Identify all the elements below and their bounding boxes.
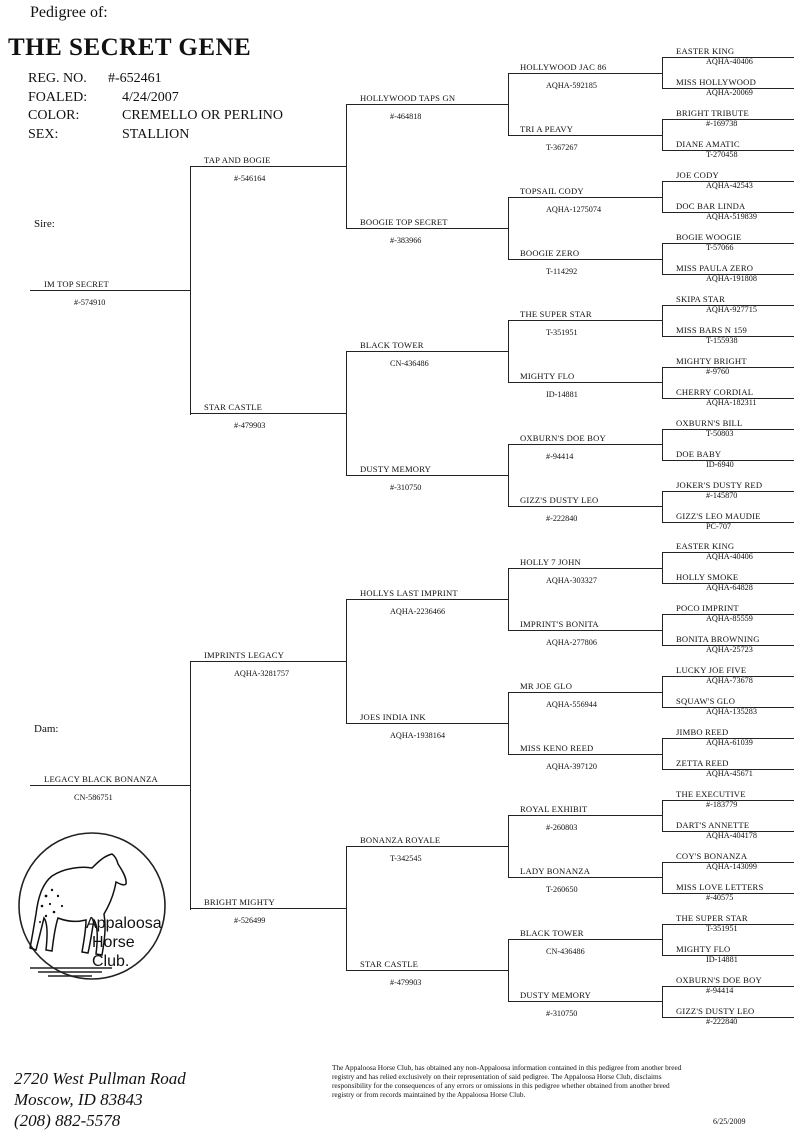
connector-line: [662, 924, 663, 956]
ancestor-name: ZETTA REED: [676, 758, 729, 768]
ancestor-reg: AQHA-73678: [706, 676, 753, 685]
ancestor-line: [508, 135, 662, 136]
ancestor-name: THE EXECUTIVE: [676, 789, 746, 799]
ancestor-name: MISS HOLLYWOOD: [676, 77, 756, 87]
ancestor-name: HOLLYWOOD TAPS GN: [360, 93, 456, 103]
ancestor-name: STAR CASTLE: [204, 402, 263, 412]
logo-text-horse: Horse: [92, 934, 135, 951]
ancestor-reg: #-546164: [234, 174, 266, 183]
connector-line: [662, 552, 663, 584]
ancestor-name: LEGACY BLACK BONANZA: [44, 774, 158, 784]
reg-value: #-652461: [108, 71, 162, 86]
ancestor-name: POCO IMPRINT: [676, 603, 739, 613]
ancestor-line: [346, 104, 508, 105]
print-date: 6/25/2009: [713, 1117, 746, 1126]
ancestor-line: [30, 785, 190, 786]
ancestor-reg: AQHA-45671: [706, 769, 753, 778]
ancestor-name: STAR CASTLE: [360, 959, 419, 969]
ancestor-name: MIGHTY BRIGHT: [676, 356, 747, 366]
ancestor-line: [508, 259, 662, 260]
ancestor-reg: #-310750: [390, 483, 422, 492]
ancestor-name: JOE CODY: [676, 170, 719, 180]
ancestor-name: MISS LOVE LETTERS: [676, 882, 764, 892]
ancestor-name: IMPRINTS LEGACY: [204, 650, 285, 660]
foaled-value: 4/24/2007: [122, 90, 179, 105]
ancestor-name: OXBURN'S BILL: [676, 418, 743, 428]
connector-line: [346, 351, 347, 476]
ancestor-reg: #-383966: [390, 236, 422, 245]
connector-line: [508, 692, 509, 755]
ancestor-line: [508, 877, 662, 878]
ancestor-line: [346, 599, 508, 600]
connector-line: [662, 243, 663, 275]
ancestor-name: BOGIE WOOGIE: [676, 232, 742, 242]
dam-label: Dam:: [34, 723, 59, 735]
logo-text-appaloosa: Appaloosa: [86, 915, 162, 932]
disclaimer-text: The Appaloosa Horse Club, has obtained any non-Appaloosa information contained in this pedigree from another breed registry and has relied exclusively on their representation of said pedigree. The Appaloosa Horse Club, disclaims responsibility for the consequences of any errors or omissions in this pedigree whether obtained from another breed registry or from records maintained by the Appaloosa Horse Club.: [332, 1063, 682, 1099]
sire-label: Sire:: [34, 218, 55, 230]
ancestor-line: [346, 970, 508, 971]
connector-line: [662, 429, 663, 461]
ancestor-line: [508, 320, 662, 321]
ancestor-reg: ID-6940: [706, 460, 734, 469]
ancestor-reg: PC-707: [706, 522, 732, 531]
ancestor-name: BLACK TOWER: [520, 928, 584, 938]
ancestor-name: EASTER KING: [676, 46, 735, 56]
ancestor-reg: AQHA-143099: [706, 862, 757, 871]
ancestor-name: GIZZ'S DUSTY LEO: [676, 1006, 755, 1016]
ancestor-name: LUCKY JOE FIVE: [676, 665, 747, 675]
ancestor-reg: AQHA-182311: [706, 398, 757, 407]
pedigree-of-label: Pedigree of:: [30, 4, 108, 21]
ancestor-reg: CN-436486: [546, 947, 585, 956]
connector-line: [662, 986, 663, 1018]
ancestor-name: DUSTY MEMORY: [520, 990, 592, 1000]
ancestor-reg: #-574910: [74, 298, 106, 307]
connector-line: [190, 166, 191, 415]
ancestor-name: BOOGIE TOP SECRET: [360, 217, 448, 227]
connector-line: [662, 491, 663, 523]
ancestor-line: [190, 661, 346, 662]
ancestor-reg: #-222840: [546, 514, 578, 523]
ancestor-name: MIGHTY FLO: [676, 944, 731, 954]
ancestor-name: IM TOP SECRET: [44, 279, 109, 289]
connector-line: [190, 661, 191, 910]
ancestor-reg: #-526499: [234, 916, 266, 925]
ancestor-name: MR JOE GLO: [520, 681, 573, 691]
ancestor-name: BOOGIE ZERO: [520, 248, 580, 258]
ancestor-name: MISS KENO REED: [520, 743, 594, 753]
connector-line: [508, 815, 509, 878]
connector-line: [662, 119, 663, 151]
ancestor-line: [346, 475, 508, 476]
ancestor-name: MIGHTY FLO: [520, 371, 575, 381]
connector-line: [508, 444, 509, 507]
ancestor-name: JIMBO REED: [676, 727, 729, 737]
ancestor-line: [508, 630, 662, 631]
ancestor-reg: AQHA-2236466: [390, 607, 446, 616]
ancestor-reg: ID-14881: [546, 390, 578, 399]
ancestor-name: MISS BARS N 159: [676, 325, 748, 335]
ancestor-reg: T-50803: [706, 429, 734, 438]
ancestor-name: HOLLYS LAST IMPRINT: [360, 588, 458, 598]
ancestor-reg: #-145870: [706, 491, 738, 500]
ancestor-reg: T-367267: [546, 143, 578, 152]
ancestor-reg: #-94414: [706, 986, 734, 995]
address-street: 2720 West Pullman Road: [14, 1069, 186, 1088]
address-phone: (208) 882-5578: [14, 1111, 121, 1130]
horse-name-title: THE SECRET GENE: [8, 34, 252, 61]
ancestor-reg: AQHA-519839: [706, 212, 757, 221]
connector-line: [662, 181, 663, 213]
ancestor-reg: #-94414: [546, 452, 574, 461]
ancestor-name: DIANE AMATIC: [676, 139, 740, 149]
color-value: CREMELLO OR PERLINO: [122, 108, 283, 123]
ancestor-name: LADY BONANZA: [520, 866, 591, 876]
ancestor-line: [30, 290, 190, 291]
ancestor-name: BONITA BROWNING: [676, 634, 760, 644]
ancestor-reg: #-183779: [706, 800, 738, 809]
ancestor-reg: T-114292: [546, 267, 578, 276]
ancestor-line: [346, 228, 508, 229]
foaled-label: FOALED:: [28, 90, 88, 105]
ancestor-reg: AQHA-85559: [706, 614, 753, 623]
ancestor-name: GIZZ'S DUSTY LEO: [520, 495, 599, 505]
ancestor-reg: T-270458: [706, 150, 738, 159]
connector-line: [508, 939, 509, 1002]
ancestor-reg: #-9760: [706, 367, 730, 376]
ancestor-reg: AQHA-20069: [706, 88, 753, 97]
club-logo: [12, 826, 174, 988]
ancestor-reg: T-260650: [546, 885, 578, 894]
ancestor-reg: T-351951: [706, 924, 738, 933]
ancestor-reg: #-40575: [706, 893, 734, 902]
ancestor-name: JOES INDIA INK: [360, 712, 426, 722]
ancestor-line: [508, 1001, 662, 1002]
ancestor-name: HOLLYWOOD JAC 86: [520, 62, 607, 72]
ancestor-reg: AQHA-556944: [546, 700, 597, 709]
connector-line: [346, 846, 347, 971]
sex-value: STALLION: [122, 127, 190, 142]
ancestor-line: [508, 382, 662, 383]
ancestor-reg: T-155938: [706, 336, 738, 345]
ancestor-reg: AQHA-277806: [546, 638, 597, 647]
ancestor-line: [346, 846, 508, 847]
ancestor-name: DOE BABY: [676, 449, 722, 459]
ancestor-name: ROYAL EXHIBIT: [520, 804, 588, 814]
ancestor-name: TOPSAIL CODY: [520, 186, 584, 196]
ancestor-name: BLACK TOWER: [360, 340, 424, 350]
color-label: COLOR:: [28, 108, 80, 123]
connector-line: [662, 800, 663, 832]
ancestor-name: GIZZ'S LEO MAUDIE: [676, 511, 761, 521]
connector-line: [346, 104, 347, 229]
ancestor-name: EASTER KING: [676, 541, 735, 551]
ancestor-line: [508, 692, 662, 693]
ancestor-line: [190, 166, 346, 167]
ancestor-name: SQUAW'S GLO: [676, 696, 736, 706]
ancestor-name: SKIPA STAR: [676, 294, 725, 304]
ancestor-reg: #-310750: [546, 1009, 578, 1018]
ancestor-line: [190, 413, 346, 414]
address-city: Moscow, ID 83843: [14, 1090, 143, 1109]
sex-label: SEX:: [28, 127, 59, 142]
ancestor-reg: AQHA-592185: [546, 81, 597, 90]
reg-label: REG. NO.: [28, 71, 87, 86]
ancestor-reg: AQHA-927715: [706, 305, 757, 314]
connector-line: [662, 367, 663, 399]
ancestor-name: DOC BAR LINDA: [676, 201, 746, 211]
ancestor-reg: AQHA-404178: [706, 831, 757, 840]
ancestor-name: THE SUPER STAR: [676, 913, 748, 923]
ancestor-name: JOKER'S DUSTY RED: [676, 480, 763, 490]
ancestor-reg: AQHA-61039: [706, 738, 753, 747]
ancestor-line: [508, 568, 662, 569]
ancestor-reg: AQHA-397120: [546, 762, 597, 771]
ancestor-name: COY'S BONANZA: [676, 851, 748, 861]
ancestor-reg: AQHA-40406: [706, 552, 753, 561]
ancestor-reg: #-222840: [706, 1017, 738, 1026]
ancestor-reg: AQHA-1275074: [546, 205, 602, 214]
connector-line: [508, 73, 509, 136]
ancestor-name: BRIGHT MIGHTY: [204, 897, 275, 907]
ancestor-line: [508, 815, 662, 816]
ancestor-line: [346, 351, 508, 352]
ancestor-name: HOLLY 7 JOHN: [520, 557, 581, 567]
ancestor-reg: AQHA-135283: [706, 707, 757, 716]
ancestor-name: BONANZA ROYALE: [360, 835, 441, 845]
ancestor-reg: T-342545: [390, 854, 422, 863]
ancestor-name: IMPRINT'S BONITA: [520, 619, 599, 629]
ancestor-reg: CN-586751: [74, 793, 113, 802]
connector-line: [662, 57, 663, 89]
ancestor-reg: AQHA-191808: [706, 274, 757, 283]
connector-line: [662, 738, 663, 770]
ancestor-reg: CN-436486: [390, 359, 429, 368]
ancestor-line: [508, 444, 662, 445]
ancestor-line: [190, 908, 346, 909]
ancestor-line: [508, 754, 662, 755]
ancestor-name: MISS PAULA ZERO: [676, 263, 754, 273]
connector-line: [662, 614, 663, 646]
ancestor-line: [508, 506, 662, 507]
ancestor-reg: #-260803: [546, 823, 578, 832]
ancestor-reg: AQHA-303327: [546, 576, 597, 585]
ancestor-reg: AQHA-25723: [706, 645, 753, 654]
connector-line: [508, 197, 509, 260]
ancestor-name: HOLLY SMOKE: [676, 572, 739, 582]
ancestor-reg: #-479903: [390, 978, 422, 987]
ancestor-name: THE SUPER STAR: [520, 309, 592, 319]
ancestor-reg: #-479903: [234, 421, 266, 430]
ancestor-reg: AQHA-3281757: [234, 669, 290, 678]
ancestor-name: OXBURN'S DOE BOY: [676, 975, 762, 985]
ancestor-reg: AQHA-64828: [706, 583, 753, 592]
ancestor-reg: ID-14881: [706, 955, 738, 964]
connector-line: [346, 599, 347, 724]
ancestor-name: CHERRY CORDIAL: [676, 387, 754, 397]
ancestor-name: DART'S ANNETTE: [676, 820, 750, 830]
connector-line: [508, 320, 509, 383]
ancestor-name: OXBURN'S DOE BOY: [520, 433, 606, 443]
ancestor-line: [508, 197, 662, 198]
ancestor-name: TRI A PEAVY: [520, 124, 574, 134]
ancestor-reg: AQHA-40406: [706, 57, 753, 66]
connector-line: [662, 862, 663, 894]
ancestor-name: BRIGHT TRIBUTE: [676, 108, 749, 118]
ancestor-reg: AQHA-42543: [706, 181, 753, 190]
ancestor-name: DUSTY MEMORY: [360, 464, 432, 474]
connector-line: [662, 676, 663, 708]
ancestor-reg: #-464818: [390, 112, 422, 121]
logo-text-club: Club.: [92, 953, 130, 970]
ancestor-reg: T-351951: [546, 328, 578, 337]
ancestor-line: [508, 73, 662, 74]
ancestor-reg: AQHA-1938164: [390, 731, 446, 740]
ancestor-reg: #-169738: [706, 119, 738, 128]
ancestor-line: [346, 723, 508, 724]
connector-line: [662, 305, 663, 337]
ancestor-reg: T-57066: [706, 243, 734, 252]
ancestor-line: [508, 939, 662, 940]
connector-line: [508, 568, 509, 631]
ancestor-name: TAP AND BOGIE: [204, 155, 271, 165]
